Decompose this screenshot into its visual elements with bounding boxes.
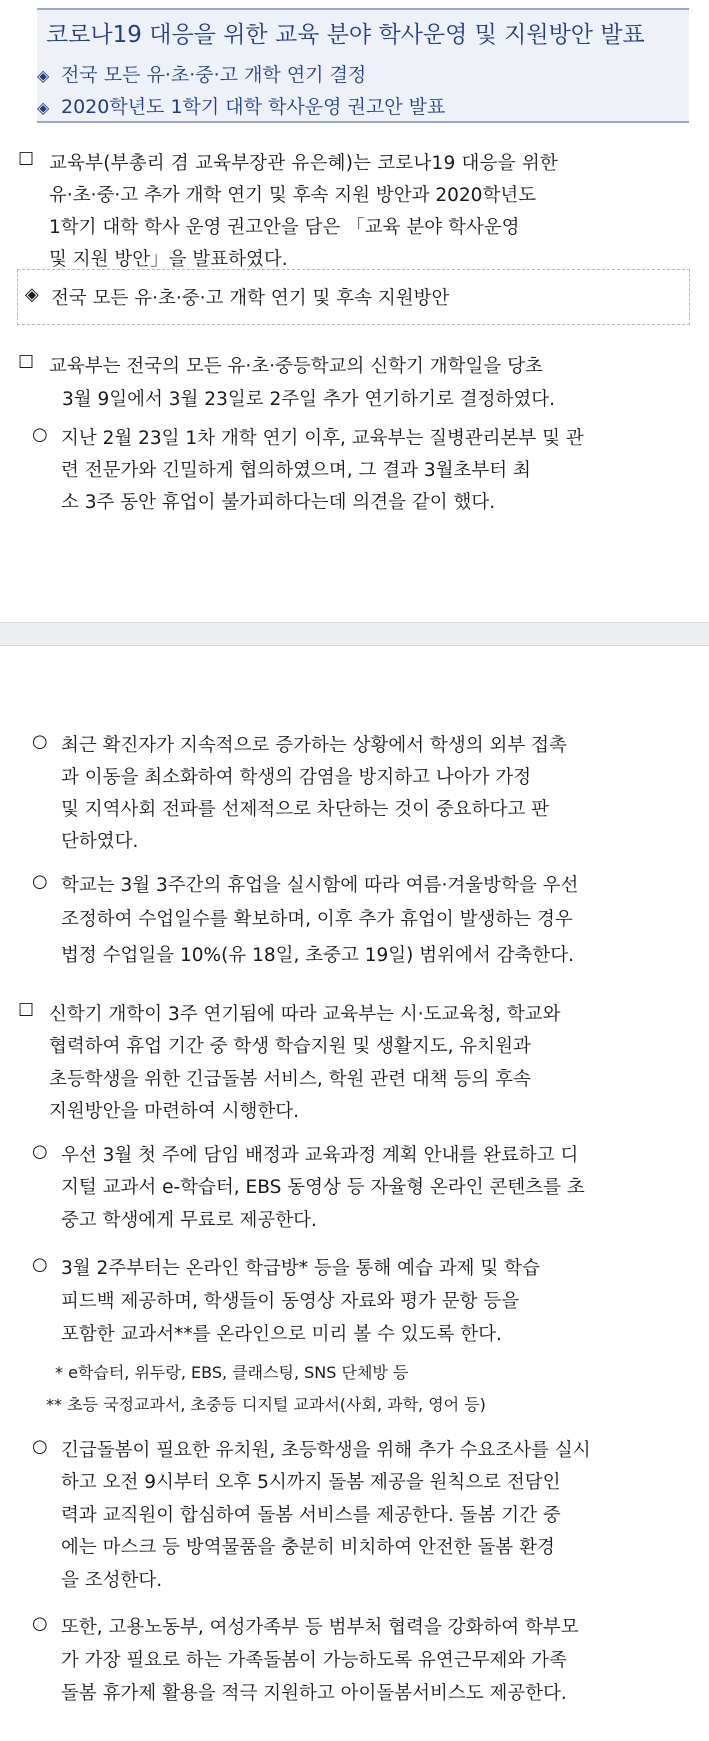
paragraph-line: 을 조성한다. [61,1570,163,1591]
subheader-label: 전국 모든 유·초·중·고 개학 연기 및 후속 지원방안 [51,288,450,309]
paragraph-line: 신학기 개학이 3주 연기됨에 따라 교육부는 시·도교육청, 학교와 [49,1004,561,1025]
subheader-box [17,269,690,325]
paragraph-line: 지난 2월 23일 1차 개학 연기 이후, 교육부는 질병관리본부 및 관 [61,428,584,449]
paragraph-line: 하고 오전 9시부터 오후 5시까지 돌봄 제공을 원칙으로 전담인 [61,1472,561,1493]
footnote: * e학습터, 위두랑, EBS, 클래스팅, SNS 단체방 등 [55,1363,409,1382]
page-divider [0,622,709,646]
paragraph-line: 력과 교직원이 합심하여 돌봄 서비스를 제공한다. 돌봄 기간 중 [61,1505,561,1526]
paragraph-line: 과 이동을 최소화하여 학생의 감염을 방지하고 나아가 가정 [61,767,532,788]
paragraph-line: 3월 2주부터는 온라인 학급방* 등을 통해 예습 과제 및 학습 [61,1258,540,1279]
diamond-icon: ◈ [37,98,50,117]
square-bullet-icon: ☐ [18,352,35,373]
circle-bullet-icon: ○ [32,731,48,752]
paragraph-line: 또한, 고용노동부, 여성가족부 등 범부처 협력을 강화하여 학부모 [61,1617,579,1638]
paragraph-line: 3월 9일에서 3월 23일로 2주일 추가 연기하기로 결정하였다. [62,389,555,410]
header-box [37,8,689,123]
paragraph-line: 및 지원 방안」을 발표하였다. [49,249,288,270]
paragraph-line: 학교는 3월 3주간의 휴업을 실시함에 따라 여름·겨울방학을 우선 [61,875,579,896]
paragraph-line: 가 가장 필요로 하는 가족돌봄이 가능하도록 유연근무제와 가족 [61,1650,567,1671]
circle-bullet-icon: ○ [32,1436,48,1457]
header-bullet-text: 전국 모든 유·초·중·고 개학 연기 결정 [61,64,367,86]
paragraph-line: 유·초·중·고 추가 개학 연기 및 후속 지원 방안과 2020학년도 [49,185,537,206]
paragraph-line: 지원방안을 마련하여 시행한다. [49,1101,299,1122]
paragraph-line: 에는 마스크 등 방역물품을 충분히 비치하여 안전한 돌봄 환경 [61,1537,555,1558]
paragraph-line: 최근 확진자가 지속적으로 증가하는 상황에서 학생의 외부 접촉 [61,735,567,756]
paragraph-line: 포함한 교과서**를 온라인으로 미리 볼 수 있도록 한다. [61,1324,502,1345]
footnote: ** 초등 국정교과서, 초중등 디지털 교과서(사회, 과학, 영어 등) [46,1395,486,1414]
circle-bullet-icon: ○ [32,1254,48,1275]
paragraph-line: 교육부는 전국의 모든 유·초·중등학교의 신학기 개학일을 당초 [49,356,543,377]
header-bullet-2 [37,92,445,119]
square-bullet-icon: ☐ [18,149,35,170]
circle-bullet-icon: ○ [32,871,48,892]
diamond-icon: ◈ [25,284,39,305]
diamond-icon: ◈ [37,66,50,85]
paragraph-line: 소 3주 동안 휴업이 불가피하다는데 의견을 같이 했다. [61,492,496,513]
paragraph-line: 중고 학생에게 무료로 제공한다. [61,1210,317,1231]
page-title: 코로나19 대응을 위한 교육 분야 학사운영 및 지원방안 발표 [46,22,645,48]
paragraph-line: 지털 교과서 e-학습터, EBS 동영상 등 자율형 온라인 콘텐츠를 초 [61,1177,585,1198]
paragraph-line: 조정하여 수업일수를 확보하며, 이후 추가 휴업이 발생하는 경우 [61,909,573,930]
paragraph-line: 단하였다. [61,831,139,852]
paragraph-line: 협력하여 휴업 기간 중 학생 학습지원 및 생활지도, 유치원과 [49,1036,531,1057]
paragraph-line: 및 지역사회 전파를 선제적으로 차단하는 것이 중요하다고 판 [61,799,549,820]
paragraph-line: 돌봄 휴가제 활용을 적극 지원하고 아이돌봄서비스도 제공한다. [61,1683,567,1704]
header-bullet-text: 2020학년도 1학기 대학 학사운영 권고안 발표 [61,96,446,118]
circle-bullet-icon: ○ [32,1613,48,1634]
paragraph-line: 련 전문가와 긴밀하게 협의하였으며, 그 결과 3월초부터 최 [61,460,531,481]
header-bullet-1 [37,60,366,87]
paragraph-line: 피드백 제공하며, 학생들이 동영상 자료와 평가 문항 등을 [61,1291,520,1312]
square-bullet-icon: ☐ [18,1000,35,1021]
circle-bullet-icon: ○ [32,1141,48,1162]
paragraph-line: 초등학생을 위한 긴급돌봄 서비스, 학원 관련 대책 등의 후속 [49,1069,531,1090]
paragraph-line: 교육부(부총리 겸 교육부장관 유은혜)는 코로나19 대응을 위한 [49,153,558,174]
paragraph-line: 법정 수업일을 10%(유 18일, 초중고 19일) 범위에서 감축한다. [61,945,574,966]
paragraph-line: 긴급돌봄이 필요한 유치원, 초등학생을 위해 추가 수요조사를 실시 [61,1440,591,1461]
paragraph-line: 1학기 대학 학사 운영 권고안을 담은 「교육 분야 학사운영 [49,217,520,238]
paragraph-line: 우선 3월 첫 주에 담임 배정과 교육과정 계획 안내를 완료하고 디 [61,1145,579,1166]
circle-bullet-icon: ○ [32,424,48,445]
